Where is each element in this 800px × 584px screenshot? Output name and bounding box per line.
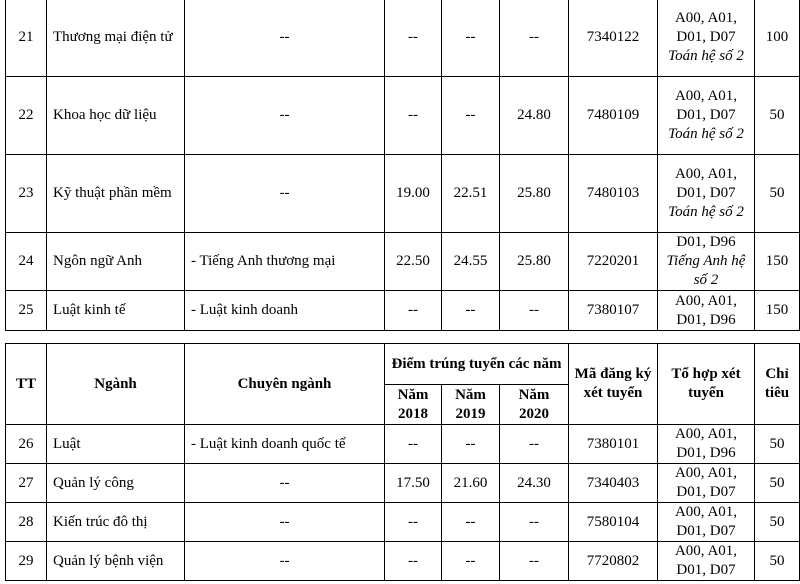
cell-tt: 27 <box>6 464 47 503</box>
cell-nam-2018: -- <box>385 77 442 155</box>
cell-ma: 7380107 <box>569 291 658 331</box>
to-hop-codes: A00, A01, D01, D07 <box>674 88 738 123</box>
to-hop-note: Toán hệ số 2 <box>668 126 744 142</box>
header-nam-2019: Năm 2019 <box>442 385 500 425</box>
cell-nam-2019: 24.55 <box>442 233 500 291</box>
table-row <box>6 291 800 331</box>
cell-chi-tieu: 150 <box>755 233 800 291</box>
cell-chuyen-nganh: -- <box>185 77 385 155</box>
cell-to-hop <box>658 77 755 155</box>
cell-chuyen-nganh: -- <box>185 464 385 503</box>
cell-tt: 21 <box>6 0 47 77</box>
header-nam-2020: Năm 2020 <box>500 385 569 425</box>
cell-ma: 7220201 <box>569 233 658 291</box>
cell-tt: 22 <box>6 77 47 155</box>
header-tt: TT <box>6 344 47 425</box>
table-row <box>6 542 800 581</box>
cell-to-hop: A00, A01, D01, D96 <box>658 425 755 464</box>
cell-nam-2020: -- <box>500 0 569 77</box>
cell-nam-2020: 25.80 <box>500 233 569 291</box>
cell-nam-2018: -- <box>385 425 442 464</box>
cell-nam-2020: 24.30 <box>500 464 569 503</box>
cell-chi-tieu: 50 <box>755 155 800 233</box>
cell-tt: 29 <box>6 542 47 581</box>
cell-nam-2019: 22.51 <box>442 155 500 233</box>
header-diem-trung-tuyen: Điểm trúng tuyển các năm <box>385 344 569 385</box>
cell-chuyen-nganh: -- <box>185 0 385 77</box>
cell-nganh: Luật <box>47 425 185 464</box>
header-chi-tieu: Chỉ tiêu <box>755 344 800 425</box>
admission-table-bottom <box>5 343 800 581</box>
table-row <box>6 0 800 77</box>
cell-ma: 7380101 <box>569 425 658 464</box>
to-hop-note: Toán hệ số 2 <box>668 204 744 220</box>
table-row <box>6 155 800 233</box>
cell-nam-2018: 17.50 <box>385 464 442 503</box>
cell-tt: 23 <box>6 155 47 233</box>
cell-chi-tieu: 50 <box>755 425 800 464</box>
cell-nganh: Luật kinh tế <box>47 291 185 331</box>
cell-nganh: Kiến trúc đô thị <box>47 503 185 542</box>
header-nganh: Ngành <box>47 344 185 425</box>
cell-tt: 28 <box>6 503 47 542</box>
cell-nam-2020: -- <box>500 503 569 542</box>
cell-to-hop <box>658 155 755 233</box>
cell-nam-2018: 19.00 <box>385 155 442 233</box>
cell-nam-2018: 22.50 <box>385 233 442 291</box>
to-hop-codes: A00, A01, D01, D07 <box>674 166 738 201</box>
cell-nam-2018: -- <box>385 542 442 581</box>
cell-nam-2019: -- <box>442 77 500 155</box>
cell-chi-tieu: 50 <box>755 464 800 503</box>
cell-ma: 7340122 <box>569 0 658 77</box>
cell-chi-tieu: 100 <box>755 0 800 77</box>
cell-to-hop <box>658 233 755 291</box>
cell-chuyen-nganh: - Luật kinh doanh <box>185 291 385 331</box>
cell-nam-2019: -- <box>442 542 500 581</box>
cell-nam-2018: -- <box>385 291 442 331</box>
cell-nam-2020: -- <box>500 425 569 464</box>
cell-nam-2019: -- <box>442 425 500 464</box>
cell-nam-2019: -- <box>442 291 500 331</box>
table-row <box>6 233 800 291</box>
cell-ma: 7720802 <box>569 542 658 581</box>
cell-chuyen-nganh: -- <box>185 542 385 581</box>
table-row <box>6 464 800 503</box>
cell-chuyen-nganh: -- <box>185 503 385 542</box>
cell-chi-tieu: 50 <box>755 542 800 581</box>
cell-nam-2019: -- <box>442 0 500 77</box>
cell-tt: 26 <box>6 425 47 464</box>
cell-nam-2019: 21.60 <box>442 464 500 503</box>
cell-tt: 25 <box>6 291 47 331</box>
cell-nam-2020: -- <box>500 291 569 331</box>
cell-to-hop: A00, A01, D01, D07 <box>658 503 755 542</box>
cell-nam-2018: -- <box>385 503 442 542</box>
header-chuyen-nganh: Chuyên ngành <box>185 344 385 425</box>
cell-to-hop <box>658 291 755 331</box>
cell-ma: 7580104 <box>569 503 658 542</box>
cell-chi-tieu: 50 <box>755 77 800 155</box>
to-hop-codes: D01, D96 <box>676 234 736 250</box>
cell-nganh: Ngôn ngữ Anh <box>47 233 185 291</box>
cell-chuyen-nganh: - Tiếng Anh thương mại <box>185 233 385 291</box>
cell-ma: 7340403 <box>569 464 658 503</box>
to-hop-codes: A00, A01, D01, D07 <box>674 10 738 45</box>
to-hop-note: Tiếng Anh hệ số 2 <box>666 253 746 288</box>
cell-to-hop: A00, A01, D01, D07 <box>658 542 755 581</box>
cell-to-hop: A00, A01, D01, D07 <box>658 464 755 503</box>
cell-nganh: Kỹ thuật phần mềm <box>47 155 185 233</box>
admission-table-top <box>5 0 800 331</box>
cell-nam-2020: 25.80 <box>500 155 569 233</box>
cell-nam-2019: -- <box>442 503 500 542</box>
header-nam-2018: Năm 2018 <box>385 385 442 425</box>
header-ma-dang-ky: Mã đăng ký xét tuyển <box>569 344 658 425</box>
page-break <box>0 336 800 341</box>
cell-nam-2020: 24.80 <box>500 77 569 155</box>
cell-ma: 7480103 <box>569 155 658 233</box>
cell-nganh: Quản lý bệnh viện <box>47 542 185 581</box>
table-row <box>6 425 800 464</box>
header-to-hop: Tổ hợp xét tuyển <box>658 344 755 425</box>
cell-nam-2018: -- <box>385 0 442 77</box>
cell-chuyen-nganh: -- <box>185 155 385 233</box>
cell-chi-tieu: 150 <box>755 291 800 331</box>
cell-to-hop <box>658 0 755 77</box>
cell-chi-tieu: 50 <box>755 503 800 542</box>
table-row <box>6 77 800 155</box>
to-hop-codes: A00, A01, D01, D96 <box>674 292 738 328</box>
cell-nganh: Quản lý công <box>47 464 185 503</box>
cell-nganh: Khoa học dữ liệu <box>47 77 185 155</box>
to-hop-note: Toán hệ số 2 <box>668 48 744 64</box>
cell-tt: 24 <box>6 233 47 291</box>
table-row <box>6 503 800 542</box>
cell-ma: 7480109 <box>569 77 658 155</box>
cell-chuyen-nganh: - Luật kinh doanh quốc tế <box>185 425 385 464</box>
cell-nam-2020: -- <box>500 542 569 581</box>
cell-nganh: Thương mại điện tử <box>47 0 185 77</box>
